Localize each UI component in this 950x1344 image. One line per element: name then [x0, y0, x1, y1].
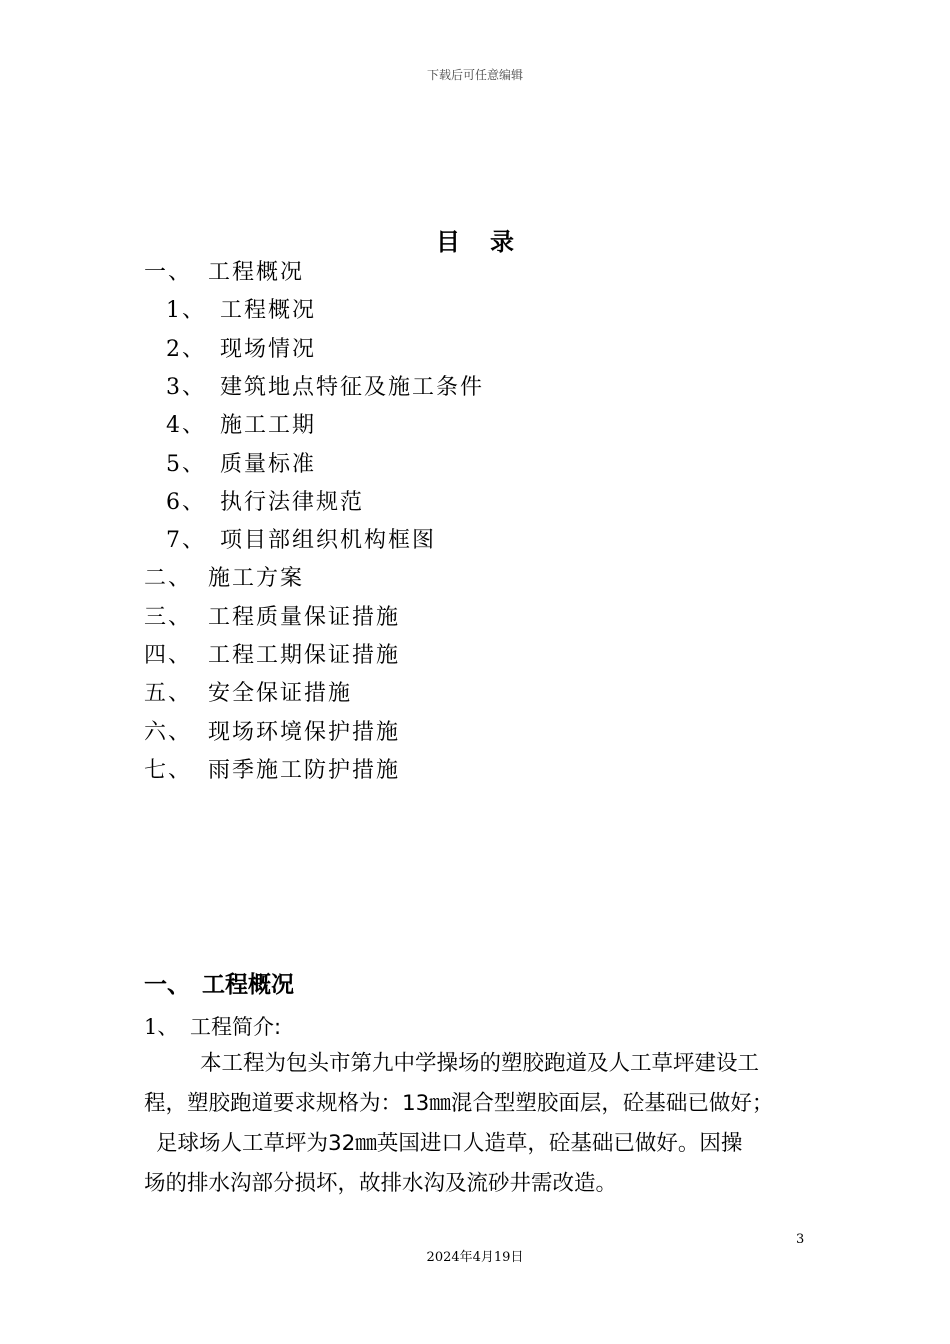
toc-item-text: 质量标准	[220, 451, 317, 477]
toc-item-number: 7、	[166, 528, 206, 554]
toc-item-text: 安全保证措施	[208, 681, 353, 707]
toc-item-text: 雨季施工防护措施	[208, 757, 401, 783]
sub-heading	[144, 1010, 282, 1044]
toc-item-text: 现场情况	[220, 336, 317, 362]
toc-item-text: 工程工期保证措施	[208, 643, 401, 668]
toc-item-text: 执行法律规范	[220, 489, 365, 515]
toc-item-number: 1、	[166, 298, 206, 324]
toc-item-number: 七、	[144, 757, 193, 783]
toc-item-number: 一、	[144, 260, 193, 285]
header-note: 下载后可任意编辑	[426, 68, 523, 82]
toc-item-text: 工程概况	[220, 298, 317, 324]
section-heading	[144, 968, 294, 1002]
paragraph-line: 场的排水沟部分损坏，故排水沟及流砂井需改造。	[144, 1171, 618, 1196]
paragraph-line: 足球场人工草坪为32㎜英国进口人造草，砼基础已做好。因操	[156, 1131, 743, 1156]
toc-item-text: 建筑地点特征及施工条件	[220, 374, 485, 400]
paragraph-line: 程，塑胶跑道要求规格为：13㎜混合型塑胶面层，砼基础已做好；	[144, 1091, 774, 1116]
toc-item-number: 4、	[166, 413, 206, 439]
toc-item-number: 四、	[144, 643, 193, 668]
sub-heading-title: 工程简介:	[190, 1015, 282, 1039]
toc-item-number: 6、	[166, 489, 206, 515]
toc-item-text: 现场环境保护措施	[208, 719, 401, 745]
paragraph-line: 本工程为包头市第九中学操场的塑胶跑道及人工草坪建设工	[200, 1051, 760, 1076]
toc-item-number: 3、	[166, 374, 206, 400]
section-number: 一、	[144, 972, 190, 998]
toc-item-number: 三、	[144, 604, 193, 630]
toc-item-number: 5、	[166, 451, 206, 477]
toc-item-number: 二、	[144, 566, 193, 592]
toc-item-text: 项目部组织机构框图	[220, 528, 437, 554]
toc-item-number: 五、	[144, 681, 193, 707]
section-title: 工程概况	[202, 972, 294, 998]
body-paragraph	[144, 1044, 814, 1204]
toc-item-text: 工程质量保证措施	[208, 604, 401, 630]
footer-date: 2024年4月19日	[426, 1250, 524, 1265]
toc-item-number: 2、	[166, 336, 206, 362]
toc-item-number: 六、	[144, 719, 193, 745]
toc-item-text: 施工工期	[220, 413, 317, 439]
toc-item-text: 工程概况	[208, 260, 305, 285]
page-number: 3	[796, 1232, 805, 1247]
toc-title: 目录	[436, 228, 544, 256]
sub-heading-number: 1、	[144, 1015, 179, 1039]
toc-item-text: 施工方案	[208, 566, 305, 592]
